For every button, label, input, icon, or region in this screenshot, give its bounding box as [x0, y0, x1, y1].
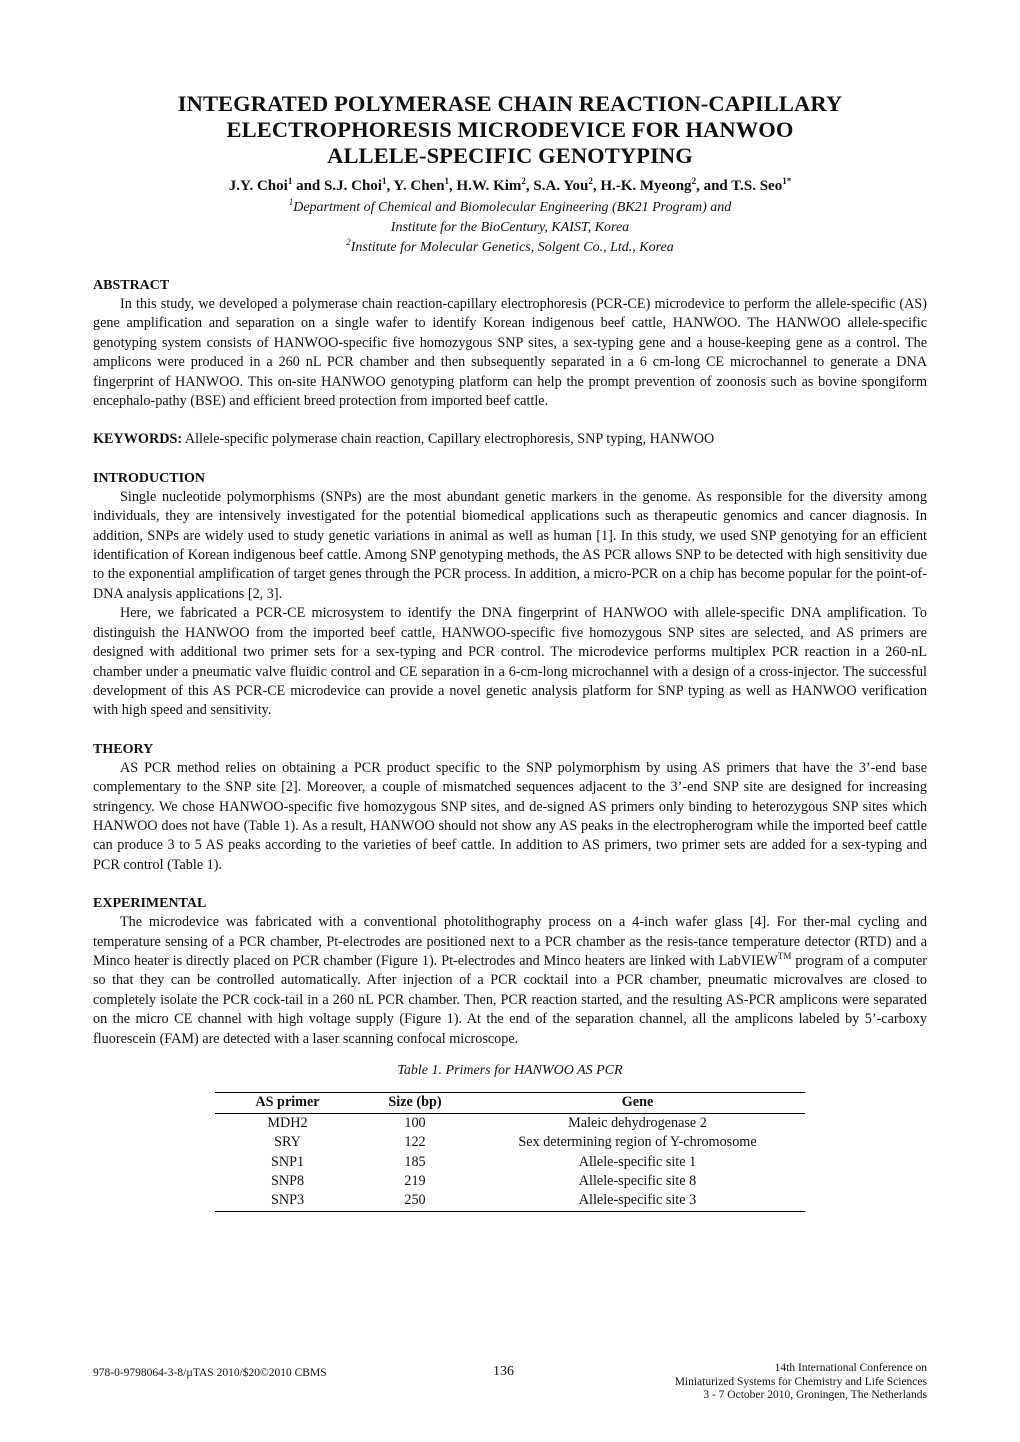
paper-title [95, 91, 925, 169]
author: Y. Chen$^1$, [393, 176, 457, 194]
introduction-paragraph-1: Single nucleotide polymorphisms (SNPs) are the most abundant genetic markers in the genome. As responsible for the diversity among individuals, they are intensively investigated for the potential biomedical applications such as therapeutic genomics and cancer diagnosis. In addition, SNPs are widely used to study genetic variations in animal as well as human [1]. In this study, we used SNP genotying for an efficient identification of Korean indigenous beef cattle. Among SNP genotyping methods, the AS PCR allows SNP to be detected with high sensitivity due to the exponential amplification of target genes through the PCR process. In addition, a micro-PCR on a chip has become popular for the point-of-DNA analysis applications [2, 3]. [93, 488, 927, 602]
table-cell: Maleic dehydrogenase 2 [568, 1114, 707, 1131]
table-cell: MDH2 [267, 1114, 308, 1131]
table-header-row [215, 1093, 805, 1113]
author: H.-K. Myeong$^2$, and [600, 176, 732, 194]
title-line-1: INTEGRATED POLYMERASE CHAIN REACTION-CAPILLARY [177, 91, 843, 116]
author: J.Y. Choi$^1$ and [228, 176, 325, 194]
page-number: 136 [493, 1364, 514, 1379]
abstract-text: In this study, we developed a polymerase chain reaction-capillary electrophoresis (PCR-CE) microdevice to perform the allele-specific (AS) gene amplification and separation on a single wafer to identify Korean indigenous beef cattle, HANWOO. The HANWOO allele-specific genotyping system consists of HANWOO-specific five homozygous SNP sites, a sex-typing gene and a house-keeping gene as a control. The amplicons were produced in a 260 nL PCR chamber and then subsequently separated in a 6 cm-long CE microchannel to generate a DNA fingerprint of HANWOO. This on-site HANWOO genotyping platform can help the prompt prevention of zoonosis such as bovine spongiform encephalo-pathy (BSE) and efficient breed protection from imported beef cattle. [93, 296, 927, 410]
table-cell: 100 [404, 1114, 426, 1131]
affiliation-1: $^1$Department of Chemical and Biomolecular Engineering (BK21 Program) and [288, 197, 732, 215]
abstract-heading: ABSTRACT [93, 278, 170, 293]
table-cell: SNP3 [215, 1191, 360, 1211]
table-row [215, 1153, 805, 1172]
footer-isbn: 978-0-9798064-3-8/µTAS 2010/$20©2010 CBMS [93, 1367, 327, 1379]
author: H.W. Kim$^2$, [456, 176, 534, 194]
experimental-heading: EXPERIMENTAL [93, 896, 207, 912]
keywords-label: KEYWORDS: [93, 431, 183, 448]
primer-table [215, 1092, 805, 1211]
theory-heading: THEORY [93, 741, 154, 757]
keywords [93, 430, 927, 449]
author: T.S. Seo$^{1*}$ [731, 176, 792, 194]
paper-body [93, 276, 927, 1212]
affiliations [95, 198, 925, 258]
table-header-cell: Gene [470, 1093, 805, 1113]
table-cell: 250 [360, 1191, 470, 1211]
table-row [215, 1191, 805, 1211]
author: S.A. You$^2$, [533, 176, 601, 194]
table-row [215, 1133, 805, 1152]
table-cell: SNP8 [270, 1173, 305, 1190]
table-cell: SNP1 [270, 1153, 305, 1170]
table-row [215, 1113, 805, 1133]
affiliation-2: $^2$Institute for Molecular Genetics, Solgent Co., Ltd., Korea [346, 237, 674, 255]
footer-conference: 14th International Conference on Miniaturized Systems for Chemistry and Life Sciences 3 - 7 October 2010, Groningen, The Netherlands [674, 1362, 927, 1401]
author: S.J. Choi$^1$, [324, 176, 394, 194]
table-cell: Sex determining region of Y-chromosome [518, 1134, 757, 1151]
title-line-3: ALLELE-SPECIFIC GENOTYPING [327, 143, 693, 168]
affiliation-1-cont: Institute for the BioCentury, KAIST, Korea [390, 220, 630, 235]
table-cell: 185 [404, 1153, 426, 1170]
keywords-text: Allele-specific polymerase chain reaction, Capillary electrophoresis, SNP typing, HANWOO [182, 431, 715, 448]
table-cell: SRY [274, 1134, 301, 1151]
table-cell: Allele-specific site 3 [470, 1191, 805, 1211]
table-cell: Allele-specific site 1 [578, 1153, 697, 1170]
table-caption: Table 1. Primers for HANWOO AS PCR [397, 1063, 623, 1078]
experimental-paragraph: The microdevice was fabricated with a conventional photolithography process on a 4-inch wafer glass [4]. For ther-mal cycling and temperature sensing of a PCR chamber, Pt-electrodes are positioned next to a PCR chamber as the resis-tance temperature detector (RTD) and a Minco heater is directly placed on PCR chamber (Figure 1). Pt-electrodes and Minco heaters are linked with LabVIEW™ program of a computer so that they can be controlled automatically. After injection of a PCR cocktail into a PCR chamber, pneumatic microvalves are closed to completely isolate the PCR cock-tail in a 260 nL PCR chamber. Then, PCR reaction started, and the resulting AS-PCR amplicons were separated on the micro CE channel with high voltage supply (Figure 1). At the end of the separation channel, all the amplicons labeled by 5’-carboxy fluorescein (FAM) are detected with a laser scanning confocal microscope. [93, 914, 927, 1047]
table-row [215, 1172, 805, 1191]
title-line-2: ELECTROPHORESIS MICRODEVICE FOR HANWOO [226, 117, 794, 142]
introduction-heading: INTRODUCTION [93, 470, 206, 486]
table-cell: Allele-specific site 8 [578, 1173, 697, 1190]
table-cell: 122 [404, 1134, 426, 1151]
theory-paragraph: AS PCR method relies on obtaining a PCR product specific to the SNP polymorphism by using AS primers that have the 3’-end base complementary to the SNP site [2]. Moreover, a couple of mismatched sequences adjacent to the 3’-end SNP site are designed for increasing stringency. We chose HANWOO-specific five homozygous SNP sites, and de-signed AS primers only binding to heterozygous SNP sites which HANWOO does not have (Table 1). As a result, HANWOO should not show any AS peaks in the electropherogram while the imported beef cattle can produce 3 to 5 AS peaks according to the varieties of beef cattle. In addition to AS primers, two primer sets are added for a sex-typing and PCR control (Table 1). [93, 759, 927, 873]
table-header-cell: AS primer [215, 1093, 360, 1113]
introduction-paragraph-2: Here, we fabricated a PCR-CE microsystem to identify the DNA fingerprint of HANWOO with allele-specific DNA amplification. To distinguish the HANWOO from the imported beef cattle, HANWOO-specific five homozygous SNP sites are selected, and AS primers are designed with additional two primer sets for a sex-typing and PCR control. The microdevice performs multiplex PCR reaction in a 260-nL chamber under a pneumatic valve fluidic control and CE separation in a 6-cm-long microchannel with a design of a cross-injector. The successful development of this AS PCR-CE microdevice can provide a novel genetic analysis platform for SNP typing as well as HANWOO verification with high speed and sensitivity. [93, 605, 927, 719]
table-header-cell: Size (bp) [360, 1093, 470, 1113]
author-list [95, 176, 925, 196]
table-cell: 219 [404, 1173, 426, 1190]
